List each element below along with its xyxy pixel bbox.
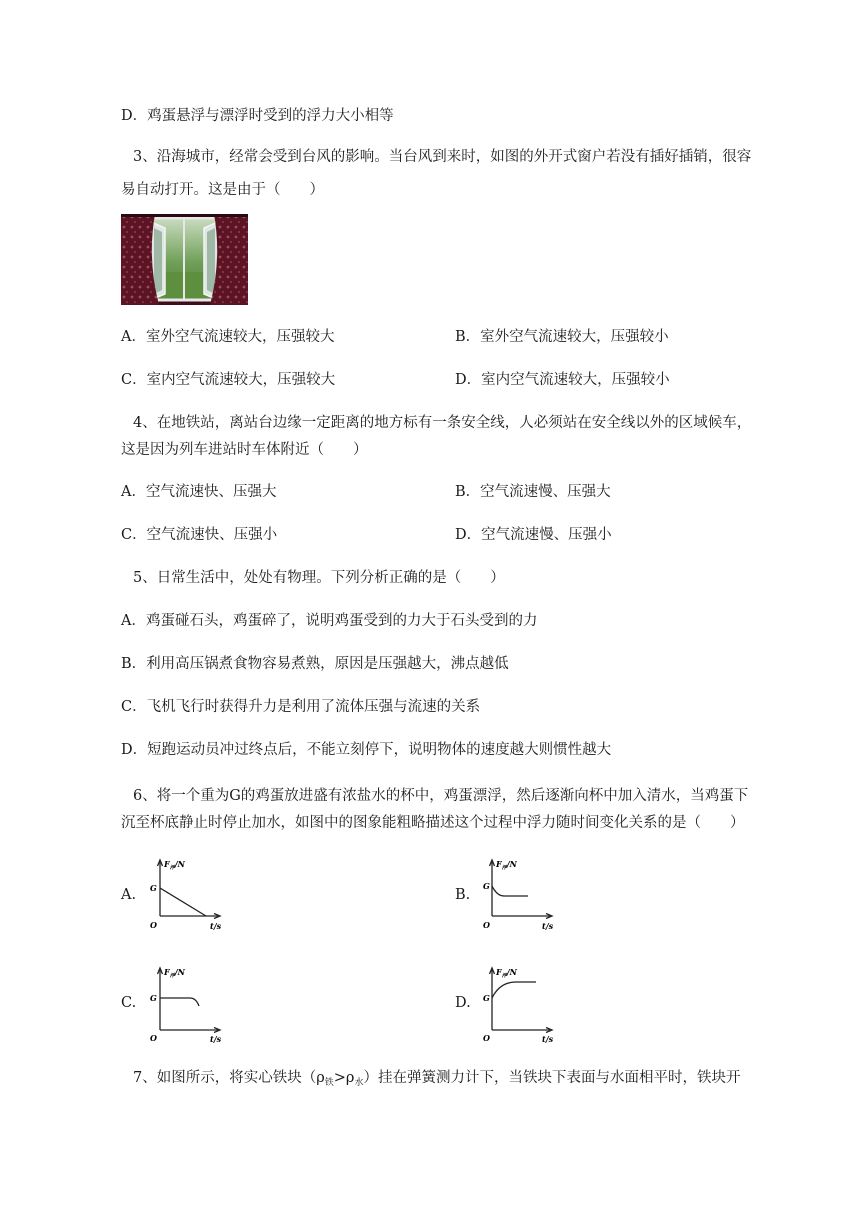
q6-graph-d	[482, 964, 562, 1044]
q3-option-b: B．室外空气流速较大，压强较小	[455, 329, 669, 345]
q6-graph-c-ylabel: $F_浮/N$	[164, 967, 185, 979]
q7-stem-mid: >ρ	[333, 1070, 355, 1086]
q2-option-d: D．鸡蛋悬浮与漂浮时受到的浮力大小相等	[121, 108, 394, 124]
q6-graph-c-origin: O	[150, 1033, 157, 1043]
q7-stem-post: ）挂在弹簧测力计下，当铁块下表面与水面相平时，铁块开	[363, 1070, 741, 1086]
q4-option-a: A．空气流速快、压强大	[121, 484, 277, 500]
window-photo	[121, 214, 248, 305]
q5-option-b: B．利用高压锅煮食物容易煮熟，原因是压强越大，沸点越低	[121, 656, 509, 672]
q4-option-d: D．空气流速慢、压强小	[455, 527, 612, 543]
q6-option-d-label: D.	[455, 995, 471, 1011]
q6-graph-d-origin: O	[483, 1033, 490, 1043]
q6-option-a-label: A.	[121, 887, 137, 903]
q6-graph-a	[148, 856, 228, 936]
q6-option-c-label: C.	[121, 995, 137, 1011]
q7-stem	[133, 1068, 740, 1093]
q6-graph-c-g-mark: G	[150, 993, 157, 1003]
q3-option-c: C．室内空气流速较大，压强较大	[121, 372, 336, 388]
q5-option-c: C．飞机飞行时获得升力是利用了流体压强与流速的关系	[121, 699, 481, 715]
q7-stem-pre: 7、如图所示，将实心铁块（ρ	[133, 1070, 325, 1086]
q5-option-d: D．短跑运动员冲过终点后，不能立刻停下，说明物体的速度越大则惯性越大	[121, 742, 612, 758]
q5-stem: 5、日常生活中，处处有物理。下列分析正确的是（ ）	[133, 570, 505, 586]
q6-graph-d-ylabel: $F_浮/N$	[496, 967, 517, 979]
q6-graph-a-ylabel: $F_浮/N$	[164, 859, 185, 871]
q5-option-a: A．鸡蛋碰石头，鸡蛋碎了，说明鸡蛋受到的力大于石头受到的力	[121, 613, 538, 629]
q6-graph-b-xlabel: t/s	[542, 921, 554, 931]
q3-stem-line2: 易自动打开。这是由于（ ）	[121, 182, 324, 198]
q3-stem-line1: 3、沿海城市，经常会受到台风的影响。当台风到来时，如图的外开式窗户若没有插好插销，很容	[133, 149, 752, 165]
q4-stem-line1: 4、在地铁站，离站台边缘一定距离的地方标有一条安全线，人必须站在安全线以外的区域候车，	[133, 415, 752, 431]
q4-option-b: B．空气流速慢、压强大	[455, 484, 611, 500]
q4-option-c: C．空气流速快、压强小	[121, 527, 278, 543]
q6-graph-b-g-mark: G	[483, 881, 490, 891]
q6-graph-a-xlabel: t/s	[210, 921, 222, 931]
q6-graph-c-xlabel: t/s	[210, 1034, 222, 1044]
q4-stem-line2: 这是因为列车进站时车体附近（ ）	[121, 442, 368, 458]
q6-graph-b-ylabel: $F_浮/N$	[496, 859, 517, 871]
q6-stem-line1: 6、将一个重为G的鸡蛋放进盛有浓盐水的杯中，鸡蛋漂浮，然后逐渐向杯中加入清水，当鸡蛋下	[133, 788, 749, 804]
q6-graph-b	[482, 856, 562, 936]
q3-option-d: D．室内空气流速较大，压强较小	[455, 372, 670, 388]
q6-graph-a-origin: O	[150, 920, 157, 930]
q6-option-b-label: B.	[455, 887, 471, 903]
q6-graph-d-g-mark: G	[483, 993, 490, 1003]
q6-graph-c	[148, 964, 228, 1044]
q6-graph-b-origin: O	[483, 920, 490, 930]
q3-option-a: A．室外空气流速较大，压强较大	[121, 329, 335, 345]
q7-sub-water: 水	[354, 1078, 364, 1088]
q6-graph-a-g-mark: G	[150, 883, 157, 893]
q6-stem-line2: 沉至杯底静止时停止加水，如图中的图象能粗略描述这个过程中浮力随时间变化关系的是（ ）	[121, 815, 745, 831]
q7-sub-iron: 铁	[324, 1078, 334, 1088]
q6-graph-d-xlabel: t/s	[542, 1034, 554, 1044]
